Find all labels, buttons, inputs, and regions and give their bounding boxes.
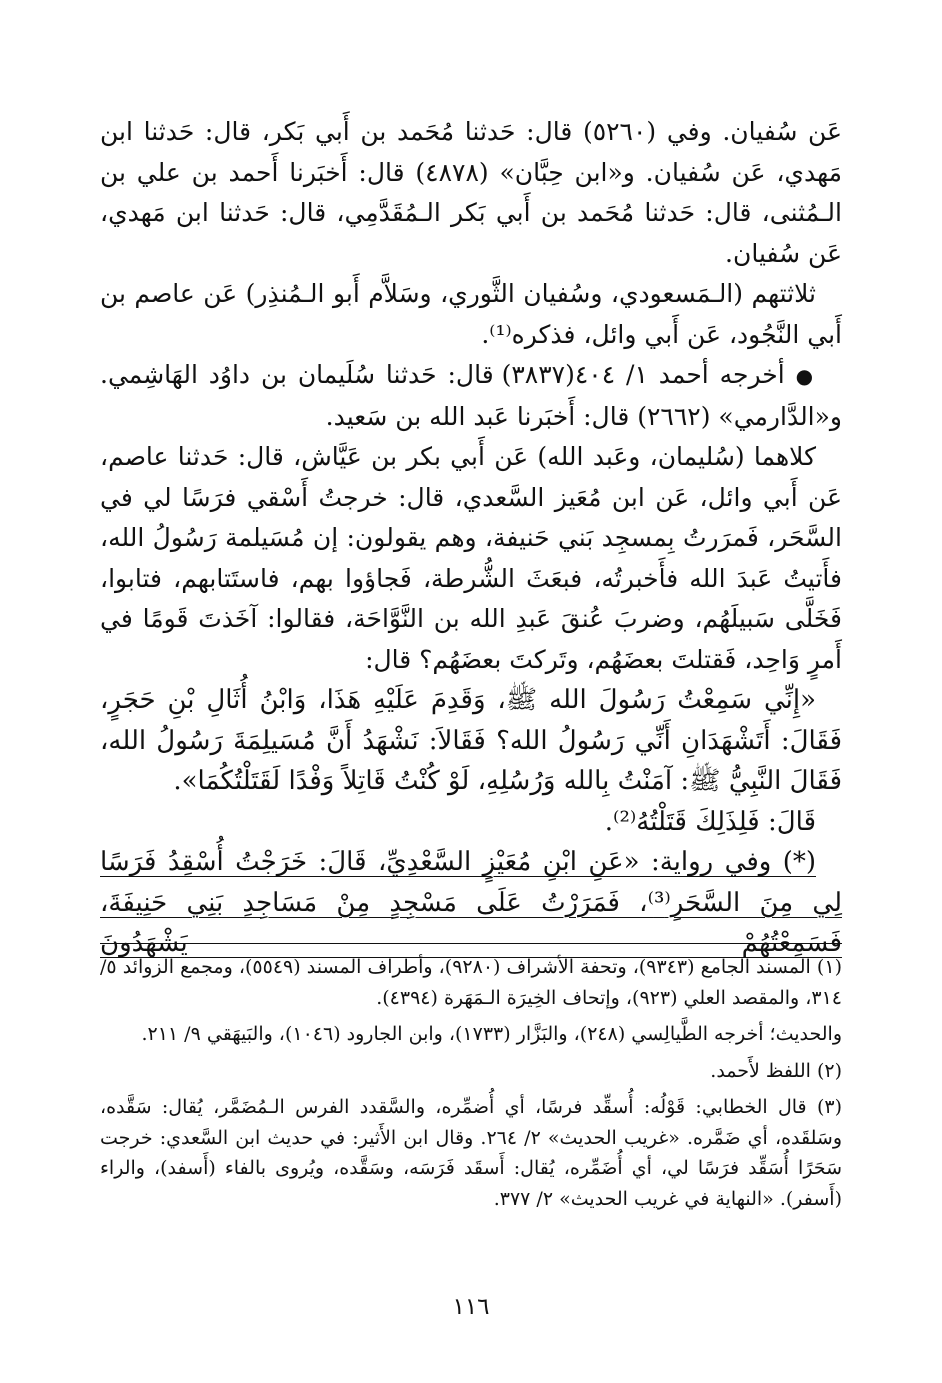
hadith-conclusion: قَالَ: فَلِذَلِكَ قَتَلْتُهُ⁽²⁾. — [604, 806, 816, 837]
alternate-narration — [100, 842, 842, 964]
paragraph-3 — [100, 355, 842, 437]
bullet-icon: ● — [795, 364, 816, 388]
main-text — [100, 112, 842, 964]
footnote-3: (٣) قال الخطابي: قَوْلُه: أُسقِّد فرسًا، أي أُضمِّره، والسَّقدد الفرس الـمُضَمَّر، يُقال: سَقَّده، وسَلقَده، أي ضَمَّره. «غريب الحديث» ٢/ ٢٦٤. وقال ابن الأَثير: في حديث ابن السَّعدي: خرجت سَحَرًا أُسَقِّد فرَسًا لي، أي أُضَمِّره، يُقال: أَسقَد فَرَسَه، وسَقَّده، ويُروى بالفاء (أَسفد)، والراء (أَسفر). «النهاية في غريب الحديث» ٢/ ٣٧٧. — [100, 1096, 842, 1210]
paragraph-3-text: أخرجه أحمد ١/ ٤٠٤(٣٨٣٧) قال: حَدثنا سُلَيمان بن داوُد الهَاشِمي. و«الدَّارمي» (٢٦٦٢) قال: أَخبَرنا عَبد الله بن سَعيد. — [100, 360, 842, 431]
alternate-narration-text: (*) وفي رواية: «عَنِ ابْنِ مُعَيْزٍ السَّعْدِيِّ، قَالَ: خَرَجْتُ أُسْقِدُ فَرَسًا لِي مِنَ السَّحَرِ⁽³⁾، فَمَرَرْتُ عَلَى مَسْجِدٍ مِنْ مَسَاجِدِ بَنِي حَنِيفَةَ، فَسَمِعْتُهُمْ يَشْهَدُونَ — [100, 847, 842, 958]
footnote-divider — [100, 943, 842, 944]
paragraph-2: ثلاثتهم (الـمَسعودي، وسُفيان الثَّوري، وسَلاَّم أَبو الـمُنذِر) عَن عاصم بن أَبي النَّجُود، عَن أَبي وائل، فذكره⁽¹⁾. — [100, 279, 842, 349]
hadith-quote: «إِنِّي سَمِعْتُ رَسُولَ الله ﷺ، وَقَدِمَ عَلَيْهِ هَذَا، وَابْنُ أُثَالِ بْنِ حَجَرٍ، فَقَالَ: أَتَشْهَدَانِ أَنِّي رَسُولُ الله؟ فَقَالاَ: نَشْهَدُ أَنَّ مُسَيلِمَةَ رَسُولُ الله، فَقَالَ النَّبِيُّ ﷺ: آمَنْتُ بِالله وَرُسُلِهِ، لَوْ كُنْتُ قَاتِلاً وَفْدًا لَقَتَلْتُكُمَا». — [100, 685, 842, 796]
footnotes — [100, 952, 842, 1214]
footnote-1: (١) المسند الجامع (٩٣٤٣)، وتحفة الأشراف (٩٢٨٠)، وأطراف المسند (٥٥٤٩)، ومجمع الزوائد ٥/ ٣١٤، والمقصد العلي (٩٢٣)، وإتحاف الخِيرَة الـمَهَرة (٤٣٩٤). — [100, 956, 842, 1009]
paragraph-1: عَن سُفيان. وفي (٥٢٦٠) قال: حَدثنا مُحَمد بن أَبي بَكر، قال: حَدثنا ابن مَهدي، عَن سُفيان. و«ابن حِبَّان» (٤٨٧٨) قال: أَخبَرنا أَحمد بن علي بن الـمُثنى، قال: حَدثنا مُحَمد بن أَبي بَكر الـمُقَدَّمِي، قال: حَدثنا ابن مَهدي، عَن سُفيان. — [100, 117, 842, 268]
paragraph-4: كلاهما (سُليمان، وعَبد الله) عَن أَبي بكر بن عَيَّاش، قال: حَدثنا عاصم، عَن أَبي وائل، عَن ابن مُعَيز السَّعدي، قال: خرجتُ أَسْقي فرَسًا لي في السَّحَر، فَمرَرتُ بِمسجِد بَني حَنيفة، وهم يقولون: إن مُسَيلمة رَسُولُ الله، فأَتيتُ عَبدَ الله فأَخبرتُه، فبعَثَ الشُّرطة، فَجاؤوا بهم، فاستَتابهم، فتابوا، فَخَلَّى سَبيلَهُم، وضربَ عُنقَ عَبدِ الله بن النَّوَّاحَة، فقالوا: آخَذتَ قَومًا في أَمرٍ وَاحِد، فَقتلتَ بعضَهُم، وتَركتَ بعضَهُم؟ قال: — [100, 442, 843, 674]
footnote-1-continued: والحديث؛ أخرجه الطَّيالِسي (٢٤٨)، والبَزَّار (١٧٣٣)، وابن الجارود (١٠٤٦)، والبَيهَقي ٩/ ٢١١. — [141, 1023, 842, 1045]
footnote-2: (٢) اللفظ لأَحمد. — [710, 1059, 842, 1082]
page-number: ١١٦ — [452, 1294, 490, 1320]
